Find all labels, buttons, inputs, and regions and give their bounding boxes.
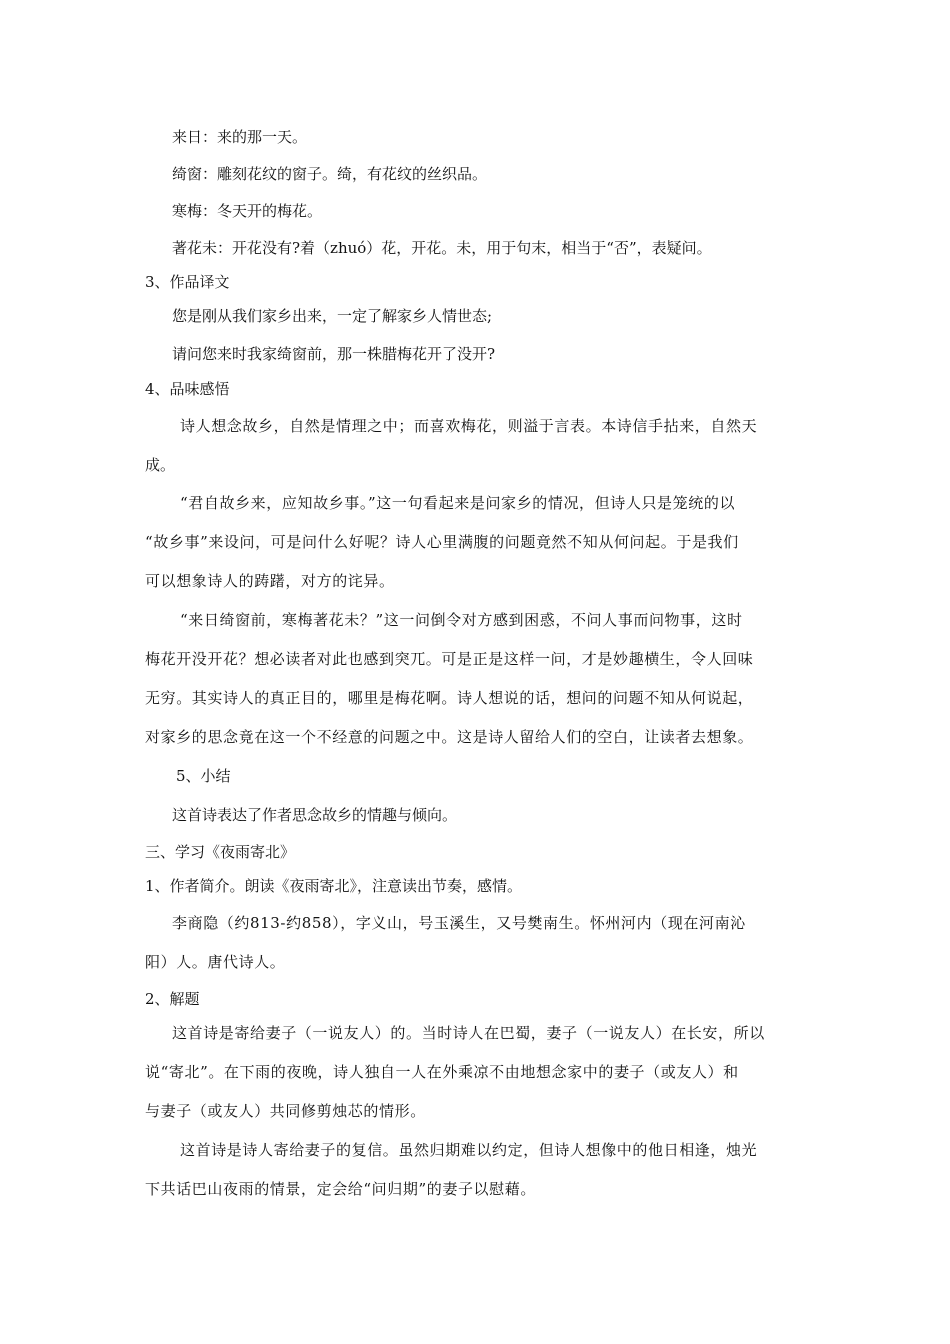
text-line: 著花未：开花没有?着（zhuó）花，开花。未，用于句末，相当于“否”，表疑问。 bbox=[172, 239, 712, 257]
paragraph-line: 对家乡的思念竟在这一个不经意的问题之中。这是诗人留给人们的空白，让读者去想象。 bbox=[145, 728, 754, 746]
paragraph-line: 下共话巴山夜雨的情景，定会给“问归期”的妻子以慰藉。 bbox=[145, 1180, 536, 1198]
paragraph-line: “来日绮窗前，寒梅著花未？”这一问倒令对方感到困惑，不问人事而问物事，这时 bbox=[180, 611, 743, 629]
section-heading: 3、作品译文 bbox=[145, 273, 230, 291]
paragraph-line: 无穷。其实诗人的真正目的，哪里是梅花啊。诗人想说的话，想问的问题不知从何说起， bbox=[145, 689, 754, 707]
paragraph-line: 这首诗是诗人寄给妻子的复信。虽然归期难以约定，但诗人想像中的他日相逢，烛光 bbox=[180, 1141, 758, 1159]
text-line: 这首诗表达了作者思念故乡的情趣与倾向。 bbox=[172, 806, 458, 824]
section-heading: 三、学习《夜雨寄北》 bbox=[145, 843, 296, 861]
text-line: 您是刚从我们家乡出来，一定了解家乡人情世态; bbox=[172, 307, 493, 325]
paragraph-line: 成。 bbox=[145, 456, 176, 474]
paragraph-line: 与妻子（或友人）共同修剪烛芯的情形。 bbox=[145, 1102, 426, 1120]
paragraph-line: 这首诗是寄给妻子（一说友人）的。当时诗人在巴蜀，妻子（一说友人）在长安，所以 bbox=[172, 1024, 765, 1042]
paragraph-line: 说“寄北”。在下雨的夜晚，诗人独自一人在外乘凉不由地想念家中的妻子（或友人）和 bbox=[145, 1063, 739, 1081]
text-line: 来日：来的那一天。 bbox=[172, 128, 308, 146]
section-heading: 5、小结 bbox=[176, 767, 231, 785]
section-heading: 2、解题 bbox=[145, 990, 200, 1008]
paragraph-line: 梅花开没开花？想必读者对此也感到突兀。可是正是这样一问，才是妙趣横生，令人回味 bbox=[145, 650, 754, 668]
section-heading: 4、品味感悟 bbox=[145, 380, 230, 398]
paragraph-line: 可以想象诗人的踌躇，对方的诧异。 bbox=[145, 572, 395, 590]
paragraph-line: 李商隐（约813-约858），字义山，号玉溪生，又号樊南生。怀州河内（现在河南沁 bbox=[172, 914, 746, 932]
paragraph-line: 阳）人。唐代诗人。 bbox=[145, 953, 286, 971]
paragraph-line: “故乡事”来设问，可是问什么好呢？诗人心里满腹的问题竟然不知从何问起。于是我们 bbox=[145, 533, 739, 551]
paragraph-line: “君自故乡来，应知故乡事。”这一句看起来是问家乡的情况，但诗人只是笼统的以 bbox=[180, 494, 736, 512]
text-line: 绮窗：雕刻花纹的窗子。绮，有花纹的丝织品。 bbox=[172, 165, 488, 183]
paragraph-line: 诗人想念故乡，自然是情理之中；而喜欢梅花，则溢于言表。本诗信手拈来，自然天 bbox=[180, 417, 758, 435]
section-heading: 1、作者简介。朗读《夜雨寄北》，注意读出节奏，感情。 bbox=[145, 877, 523, 895]
text-line: 寒梅：冬天开的梅花。 bbox=[172, 202, 323, 220]
text-line: 请问您来时我家绮窗前，那一株腊梅花开了没开? bbox=[172, 345, 496, 363]
